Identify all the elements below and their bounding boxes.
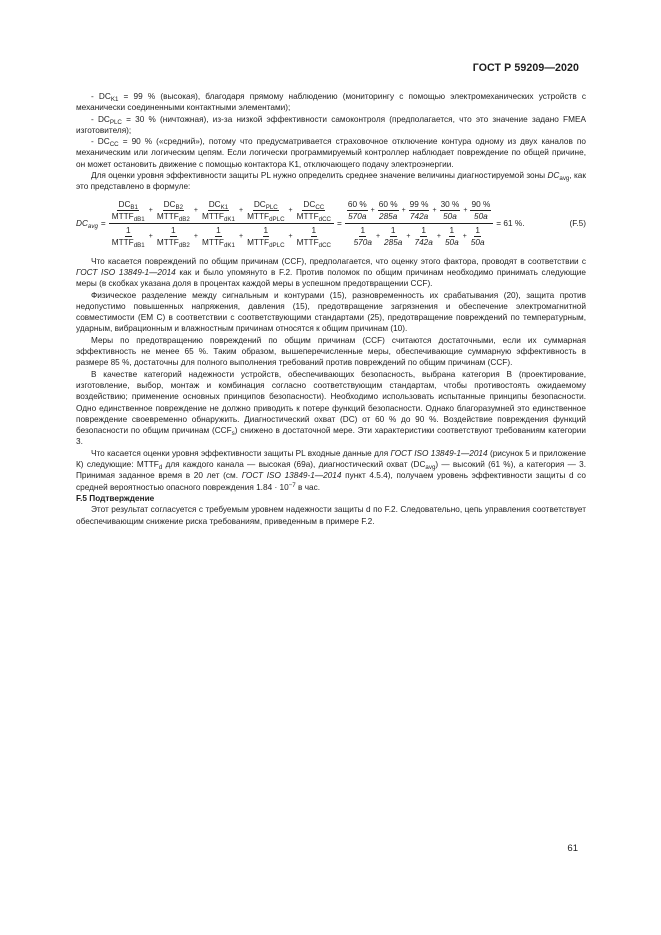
numeric-numerator: 60 % 570a + $\frac{60 \%}{285a}$ + $\frac{99 \%}{742a}$ + $\frac{30 \%}{50a}$ + $\frac{90 \%}{50a}$ [345, 199, 493, 225]
symbolic-numerator: $DC_{B1}$ $MTTF_{dB1}$ + $DC_{B2}$ $MTTF_{dB2}$ + $DC_{K1}$ $MTTF_{dK1}$ + $DC_{PLC}$ $MTTF_{dPLC}$ + $DC_{CC}$ $MTTF_{dCC}$ [109, 199, 334, 225]
formula-lhs: $DC_{avg}$ [76, 219, 98, 231]
formula-intro: Для оценки уровня эффективности защиты PL нужно определить среднее значение величины диагностируемой зоны $DC_{avg}$, как это представлено в формуле: [76, 171, 586, 192]
paragraph-pl-evaluation: Что касается оценки уровня эффективности защиты PL входные данные для ГОСТ ISO 13849-1—2014 (рисунок 5 и приложение К) следующие: $MTTF_d$ для каждого канала — высокая (69a), диагностический охват $(DC_{avg})$ — высокий (61 %), а категория — 3. Принимая заданное время в 20 лет (см. ГОСТ ISO 13849-1—2014 пункт 4.5.4), получаем уровень эффективности защиты d со средней вероятностью опасного повреждения $1.84 \cdot 10^{-7}$ в час. [76, 448, 586, 492]
symbolic-denominator: 1 $MTTF_{dB1}$ + 1 $MTTF_{dB2}$ + 1 $MTTF_{dK1}$ + 1 $MTTF_{dPLC}$ + 1 $MTTF_{dCC}$ [111, 226, 332, 250]
term-plc: $DC_{PLC}$ $MTTF_{dPLC}$ [247, 199, 285, 223]
list-item-dc-plc: - $DC_{PLC} = 30$ % (ничтожная), из-за низкой эффективности самоконтроля (предполагается, что это значение задано FMEA изготовителя); [76, 114, 586, 135]
page-number: 61 [567, 843, 578, 854]
document-body [76, 91, 586, 527]
section-heading-f5: F.5 Подтверждение [76, 493, 155, 503]
paragraph-category: В качестве категорий надежности устройств, обеспечивающих безопасность, выбрана категория В (проектирование, изготовление, выбор, монтаж и комбинация согласно соответствующим стандартам, чтобы противостоять ожидаемому воздействию; применение основных принципов безопасности). Необходимо использовать испытанные принципы безопасности. Одно единственное повреждение не должно приводить к потере функций безопасности. Однако благоразумней это единственное повреждение своевременно обнаружить. Диагностический охват (DC) от 60 % до 90 %. Воздействие повреждения функций безопасности по общим причинам $(CCF_s)$ снижено в достаточной мере. Эти характеристики соответствуют требованиям категории 3. [76, 369, 586, 447]
term-k1: $DC_{K1}$ $MTTF_{dK1}$ [201, 199, 235, 223]
list-item-dc-cc: - $DC_{CC} = 90$ % («средний»), потому что предусматривается страховочное отключение контура одному из двух каналов по механическим или логическим цепям. Если логически программируемый контроллер наблюдает повреждение по общей причине, он может остановить движение с помощью контактора K1, отключающего подачу электроэнергии. [76, 137, 586, 169]
formula-f5: $DC_{avg}$ = $DC_{B1}$ $MTTF_{dB1}$ + $DC_{B2}$ $MTTF_{dB2}$ + $DC_{K1}$ $MTTF_{dK1}$ + $DC_{PLC}$ $MTTF_{dPLC}$ + $DC_{CC}$ $MTTF_{dCC}$ 1 $MTTF_{dB1}$ + 1 $MTTF_{dB2}$ + 1 $MTTF_{dK1}$ + 1 $MTTF_{dPLC}$ + 1 $MTTF_{dCC}$ = 60 % 570a + $\frac{60 \%}{285a}$ + $\frac{99 \%}{742a}$ + $\frac{30 \%}{50a}$ + $\frac{90 \%}{50a}$ 1 570a + $\frac{1}{285a}$ + $\frac{1}{742a}$ + $\frac{1}{50a}$ + $\frac{1}{50a}$ = 61 %. (F.5) [76, 199, 586, 250]
paragraph-confirmation: Этот результат согласуется с требуемым уровнем надежности защиты d по F.2. Следовательно, цепь управления соответствует обеспечивающим снижение риска требованиям, приведенным в примере F.2. [76, 505, 586, 526]
list-item-dc-k1: - $DC_{K1} = 99$ % (высокая), благодаря прямому наблюдению (мониторингу с помощью электромеханических устройств с механически соединенными контактными элементами); [76, 92, 586, 113]
document-id-header: ГОСТ Р 59209—2020 [472, 62, 579, 74]
term-b2: $DC_{B2}$ $MTTF_{dB2}$ [156, 199, 190, 223]
equation-number: (F.5) [569, 219, 586, 229]
numeric-denominator: 1 570a + $\frac{1}{285a}$ + $\frac{1}{742a}$ + $\frac{1}{50a}$ + $\frac{1}{50a}$ [353, 226, 485, 248]
term-cc: $DC_{CC}$ $MTTF_{dCC}$ [296, 199, 332, 223]
paragraph-ccf: Что касается повреждений по общим причинам (CCF), предполагается, что оценку этого фактора, проводят в соответствии с ГОСТ ISO 13849-1—2014 как и было упомянуто в F.2. Против поломок по общим причинам необходимо принимать следующие меры (в скобках указана доля в процентах каждой меры в успешном предотвращении CCF). [76, 256, 587, 289]
formula-result: = 61 %. [496, 219, 525, 229]
paragraph-ccf-measures: Меры по предотвращению повреждений по общим причинам (CCF) считаются достаточными, если их суммарная эффективность не менее 65 %. Таким образом, вышеперечисленные меры, обеспечивающие суммарную эффективность в размере 85 %, достаточны для полного выполнения требований против повреждений по общим причинам (CCF). [76, 335, 586, 368]
symbolic-fraction [109, 199, 334, 249]
term-b1: $DC_{B1}$ $MTTF_{dB1}$ [111, 199, 145, 223]
paragraph-physical-separation: Физическое разделение между сигнальным и контурами (15), разновременность их срабатывания (20), защита против недопустимо повышенных напряжения, давления (15), предотвращение загрязнения и обеспечение электромагнитной совместимости (ЕМ С) в соответствии с соответствующими стандартами (25), предотвращение повреждений по температурным, ударным, вибрационным и влажностным причинам относятся к общим причинам (10). [76, 290, 586, 334]
numeric-fraction [345, 199, 493, 249]
